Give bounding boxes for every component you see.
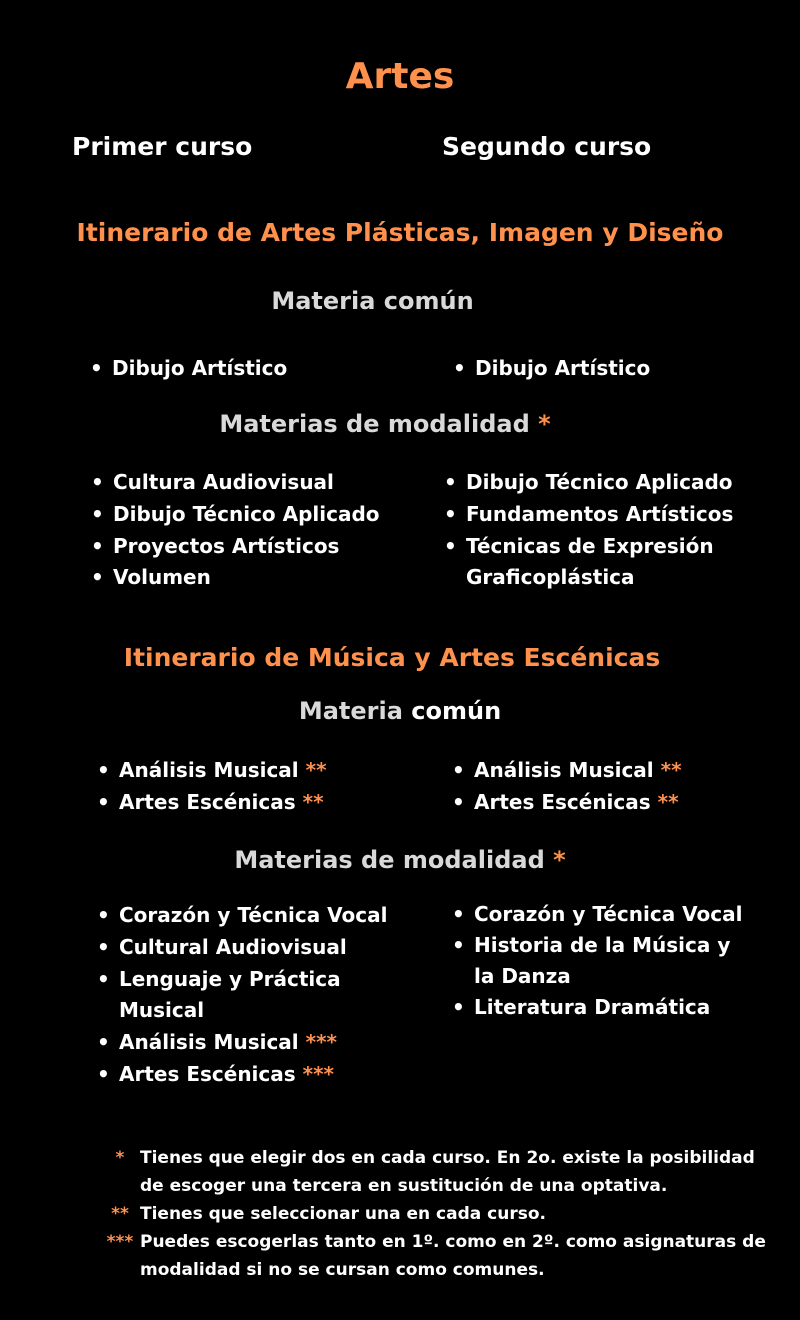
footnote-mark: *** bbox=[106, 1232, 134, 1252]
list-item: • Fundamentos Artísticos bbox=[444, 499, 774, 531]
list-item: • Proyectos Artísticos bbox=[91, 531, 421, 563]
modality-title-text: Materias de modalidad bbox=[234, 846, 545, 874]
list-item: • Cultural Audiovisual bbox=[97, 932, 417, 964]
itinerary-arts-modality-first-list bbox=[91, 467, 421, 594]
itinerary-arts-common-title: Materia común bbox=[271, 287, 474, 315]
itinerary-music-modality-title bbox=[0, 846, 800, 874]
itinerary-arts-common-second-list bbox=[453, 353, 773, 385]
list-item: • Dibujo Técnico Aplicado bbox=[444, 467, 774, 499]
footnote-text: Tienes que elegir dos en cada curso. En 2o. existe la posibilidad de escoger una tercera en sustitución de una optativa. bbox=[140, 1148, 755, 1196]
list-item: • Dibujo Técnico Aplicado bbox=[91, 499, 421, 531]
footnote-mark: * bbox=[115, 1148, 125, 1168]
list-item: • Historia de la Música y la Danza bbox=[452, 930, 752, 992]
list-item: • Cultura Audiovisual bbox=[91, 467, 421, 499]
footnote-text: Tienes que seleccionar una en cada curso. bbox=[140, 1204, 546, 1224]
itinerary-music-common-second-list bbox=[452, 755, 782, 819]
list-item: • Volumen bbox=[91, 562, 421, 594]
list-item: • Análisis Musical ** bbox=[97, 755, 427, 787]
list-item: • Análisis Musical *** bbox=[97, 1027, 417, 1059]
list-item: • Artes Escénicas ** bbox=[97, 787, 427, 819]
footnote-text: Puedes escogerlas tanto en 1º. como en 2º. como asignaturas de modalidad si no se cursan como comunes. bbox=[140, 1232, 766, 1280]
itinerary-music-modality-first-list bbox=[97, 900, 417, 1091]
list-item: • Artes Escénicas *** bbox=[97, 1059, 417, 1091]
page-title: Artes bbox=[345, 56, 455, 97]
footnote bbox=[100, 1200, 780, 1228]
list-item: • Corazón y Técnica Vocal bbox=[452, 899, 752, 930]
itinerary-music-modality-second-list bbox=[452, 899, 752, 1023]
common-title-part-a: Materia bbox=[298, 697, 403, 725]
common-title-part-b: común bbox=[411, 697, 502, 725]
footnote-mark: ** bbox=[111, 1204, 129, 1224]
modality-title-star: * bbox=[538, 410, 551, 438]
list-item: • Lenguaje y Práctica Musical bbox=[97, 964, 417, 1028]
footnote bbox=[100, 1144, 780, 1200]
second-course-heading: Segundo curso bbox=[442, 132, 652, 161]
footnotes bbox=[100, 1144, 780, 1284]
list-item: • Literatura Dramática bbox=[452, 992, 752, 1023]
modality-title-star: * bbox=[553, 846, 566, 874]
footnote bbox=[100, 1228, 780, 1284]
itinerary-arts-modality-title bbox=[0, 410, 770, 438]
modality-title-text: Materias de modalidad bbox=[219, 410, 530, 438]
itinerary-arts-modality-second-list bbox=[444, 467, 774, 594]
list-item: • Análisis Musical ** bbox=[452, 755, 782, 787]
list-item: • Dibujo Artístico bbox=[453, 353, 773, 385]
list-item: • Técnicas de Expresión Graficoplástica bbox=[444, 531, 774, 595]
first-course-heading: Primer curso bbox=[72, 132, 253, 161]
list-item: • Artes Escénicas ** bbox=[452, 787, 782, 819]
list-item: • Dibujo Artístico bbox=[90, 353, 410, 385]
itinerary-arts-common-first-list bbox=[90, 353, 410, 385]
itinerary-music-title: Itinerario de Música y Artes Escénicas bbox=[123, 643, 661, 672]
itinerary-arts-title: Itinerario de Artes Plásticas, Imagen y Diseño bbox=[76, 218, 724, 247]
list-item: • Corazón y Técnica Vocal bbox=[97, 900, 417, 932]
itinerary-music-common-title bbox=[0, 697, 800, 725]
itinerary-music-common-first-list bbox=[97, 755, 427, 819]
